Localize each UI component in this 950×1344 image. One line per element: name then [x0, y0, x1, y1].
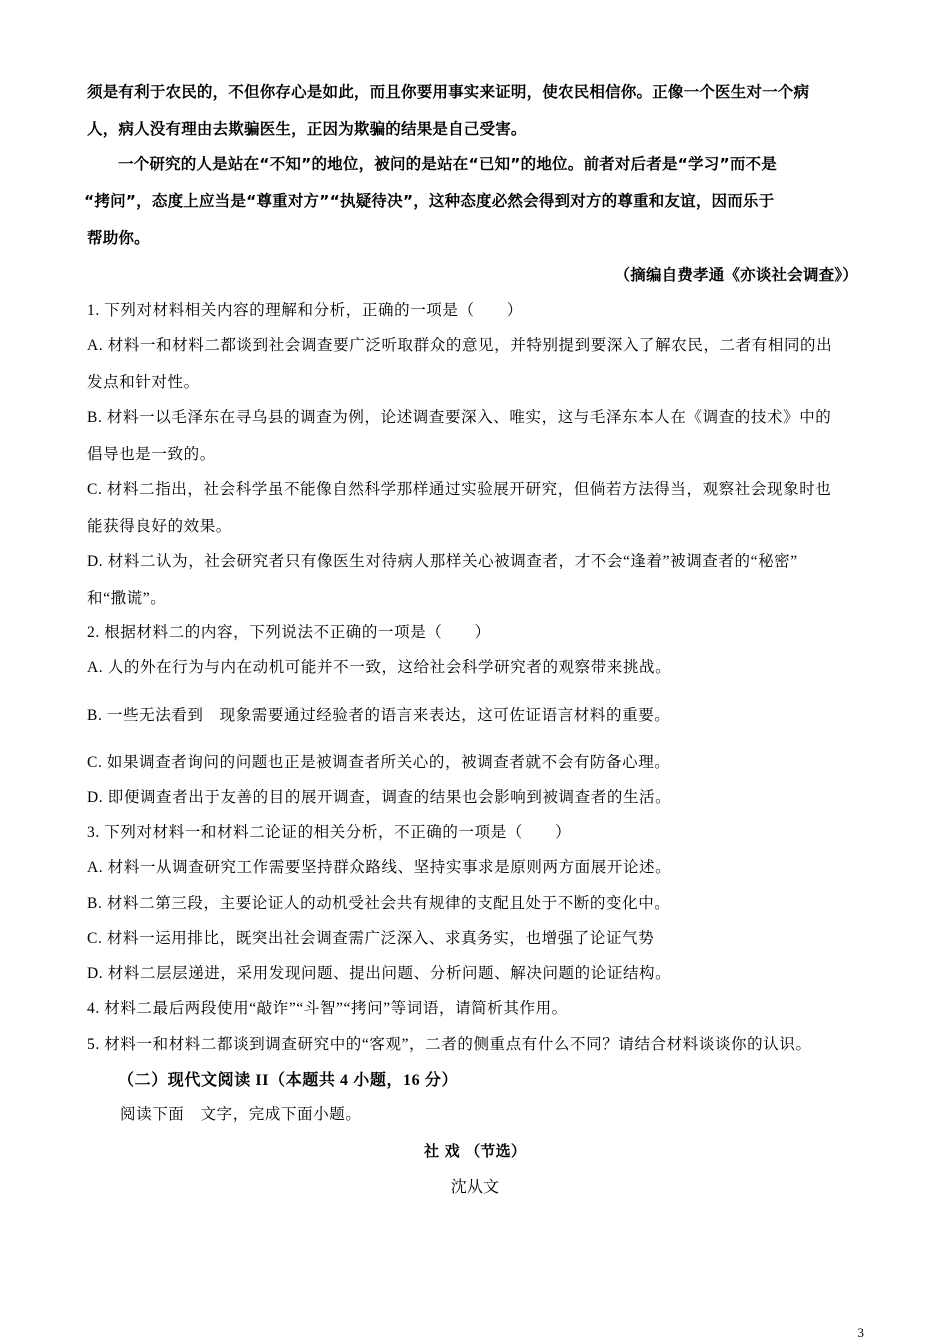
passage-line: 人，病人没有理由去欺骗医生，正因为欺骗的结果是自己受害。 — [87, 120, 527, 138]
option-line: A. 人的外在行为与内在动机可能并不一致，这给社会科学研究者的观察带来挑战。 — [87, 659, 672, 676]
option-line: A. 材料一和材料二都谈到社会调查要广泛听取群众的意见，并特别提到要深入了解农民，二者有相同的出 — [87, 337, 833, 354]
option-line: D. 材料二层层递进，采用发现问题、提出问题、分析问题、解决问题的论证结构。 — [87, 965, 672, 982]
passage-line: 帮助你。 — [87, 229, 150, 247]
question-5: 5. 材料一和材料二都谈到调查研究中的“客观”，二者的侧重点有什么不同？请结合材料谈谈你的认识。 — [87, 1036, 812, 1053]
option-line: C. 如果调查者询问的问题也正是被调查者所关心的，被调查者就不会有防备心理。 — [87, 754, 671, 771]
page-number: 3 — [857, 1325, 864, 1340]
option-line: 和“撒谎”。 — [87, 590, 167, 607]
option-line: D. 即便调查者出于友善的目的展开调查，调查的结果也会影响到被调查者的生活。 — [87, 789, 672, 806]
passage-source: （摘编自费孝通《亦谈社会调查》） — [614, 266, 858, 284]
option-line: C. 材料一运用排比，既突出社会调查需广泛深入、求真务实，也增强了论证气势 — [87, 930, 655, 947]
option-line: 能获得良好的效果。 — [87, 518, 232, 535]
passage-line: “拷问”，态度上应当是“尊重对方”“执疑待决”，这种态度必然会得到对方的尊重和友谊，因而乐于 — [84, 192, 775, 210]
question-2: 2. 根据材料二的内容，下列说法不正确的一项是（ ） — [87, 624, 491, 641]
passage-line: 一个研究的人是站在“不知”的地位，被问的是站在“已知”的地位。前者对后者是“学习”而不是 — [118, 155, 777, 173]
option-line: B. 一些无法看到 现象需要通过经验者的语言来表达，这可佐证语言材料的重要。 — [87, 707, 671, 724]
story-title: 社 戏 （节选） — [423, 1142, 527, 1160]
instruction: 阅读下面 文字，完成下面小题。 — [120, 1106, 362, 1123]
option-line: C. 材料二指出，社会科学虽不能像自然科学那样通过实验展开研究，但倘若方法得当，观察社会现象时也 — [87, 481, 832, 498]
option-line: B. 材料二第三段，主要论证人的动机受社会共有规律的支配且处于不断的变化中。 — [87, 895, 671, 912]
option-line: 倡导也是一致的。 — [87, 446, 216, 463]
option-line: 发点和针对性。 — [87, 374, 200, 391]
section-heading: （二）现代文阅读 II（本题共 4 小题，16 分） — [118, 1072, 459, 1089]
story-author: 沈从文 — [450, 1177, 500, 1196]
passage-line: 须是有利于农民的，不但你存心是如此，而且你要用事实来证明，使农民相信你。正像一个医生对一个病 — [87, 83, 810, 101]
question-1: 1. 下列对材料相关内容的理解和分析，正确的一项是（ ） — [87, 302, 523, 319]
option-line: D. 材料二认为，社会研究者只有像医生对待病人那样关心被调查者，才不会“逢着”被调查者的“秘密” — [87, 553, 798, 570]
option-line: B. 材料一以毛泽东在寻乌县的调查为例，论述调查要深入、唯实，这与毛泽东本人在《调查的技术》中的 — [87, 409, 832, 426]
question-4: 4. 材料二最后两段使用“敲诈”“斗智”“拷问”等词语，请简析其作用。 — [87, 1000, 568, 1017]
question-3: 3. 下列对材料一和材料二论证的相关分析，不正确的一项是（ ） — [87, 824, 572, 841]
option-line: A. 材料一从调查研究工作需要坚持群众路线、坚持实事求是原则两方面展开论述。 — [87, 859, 672, 876]
